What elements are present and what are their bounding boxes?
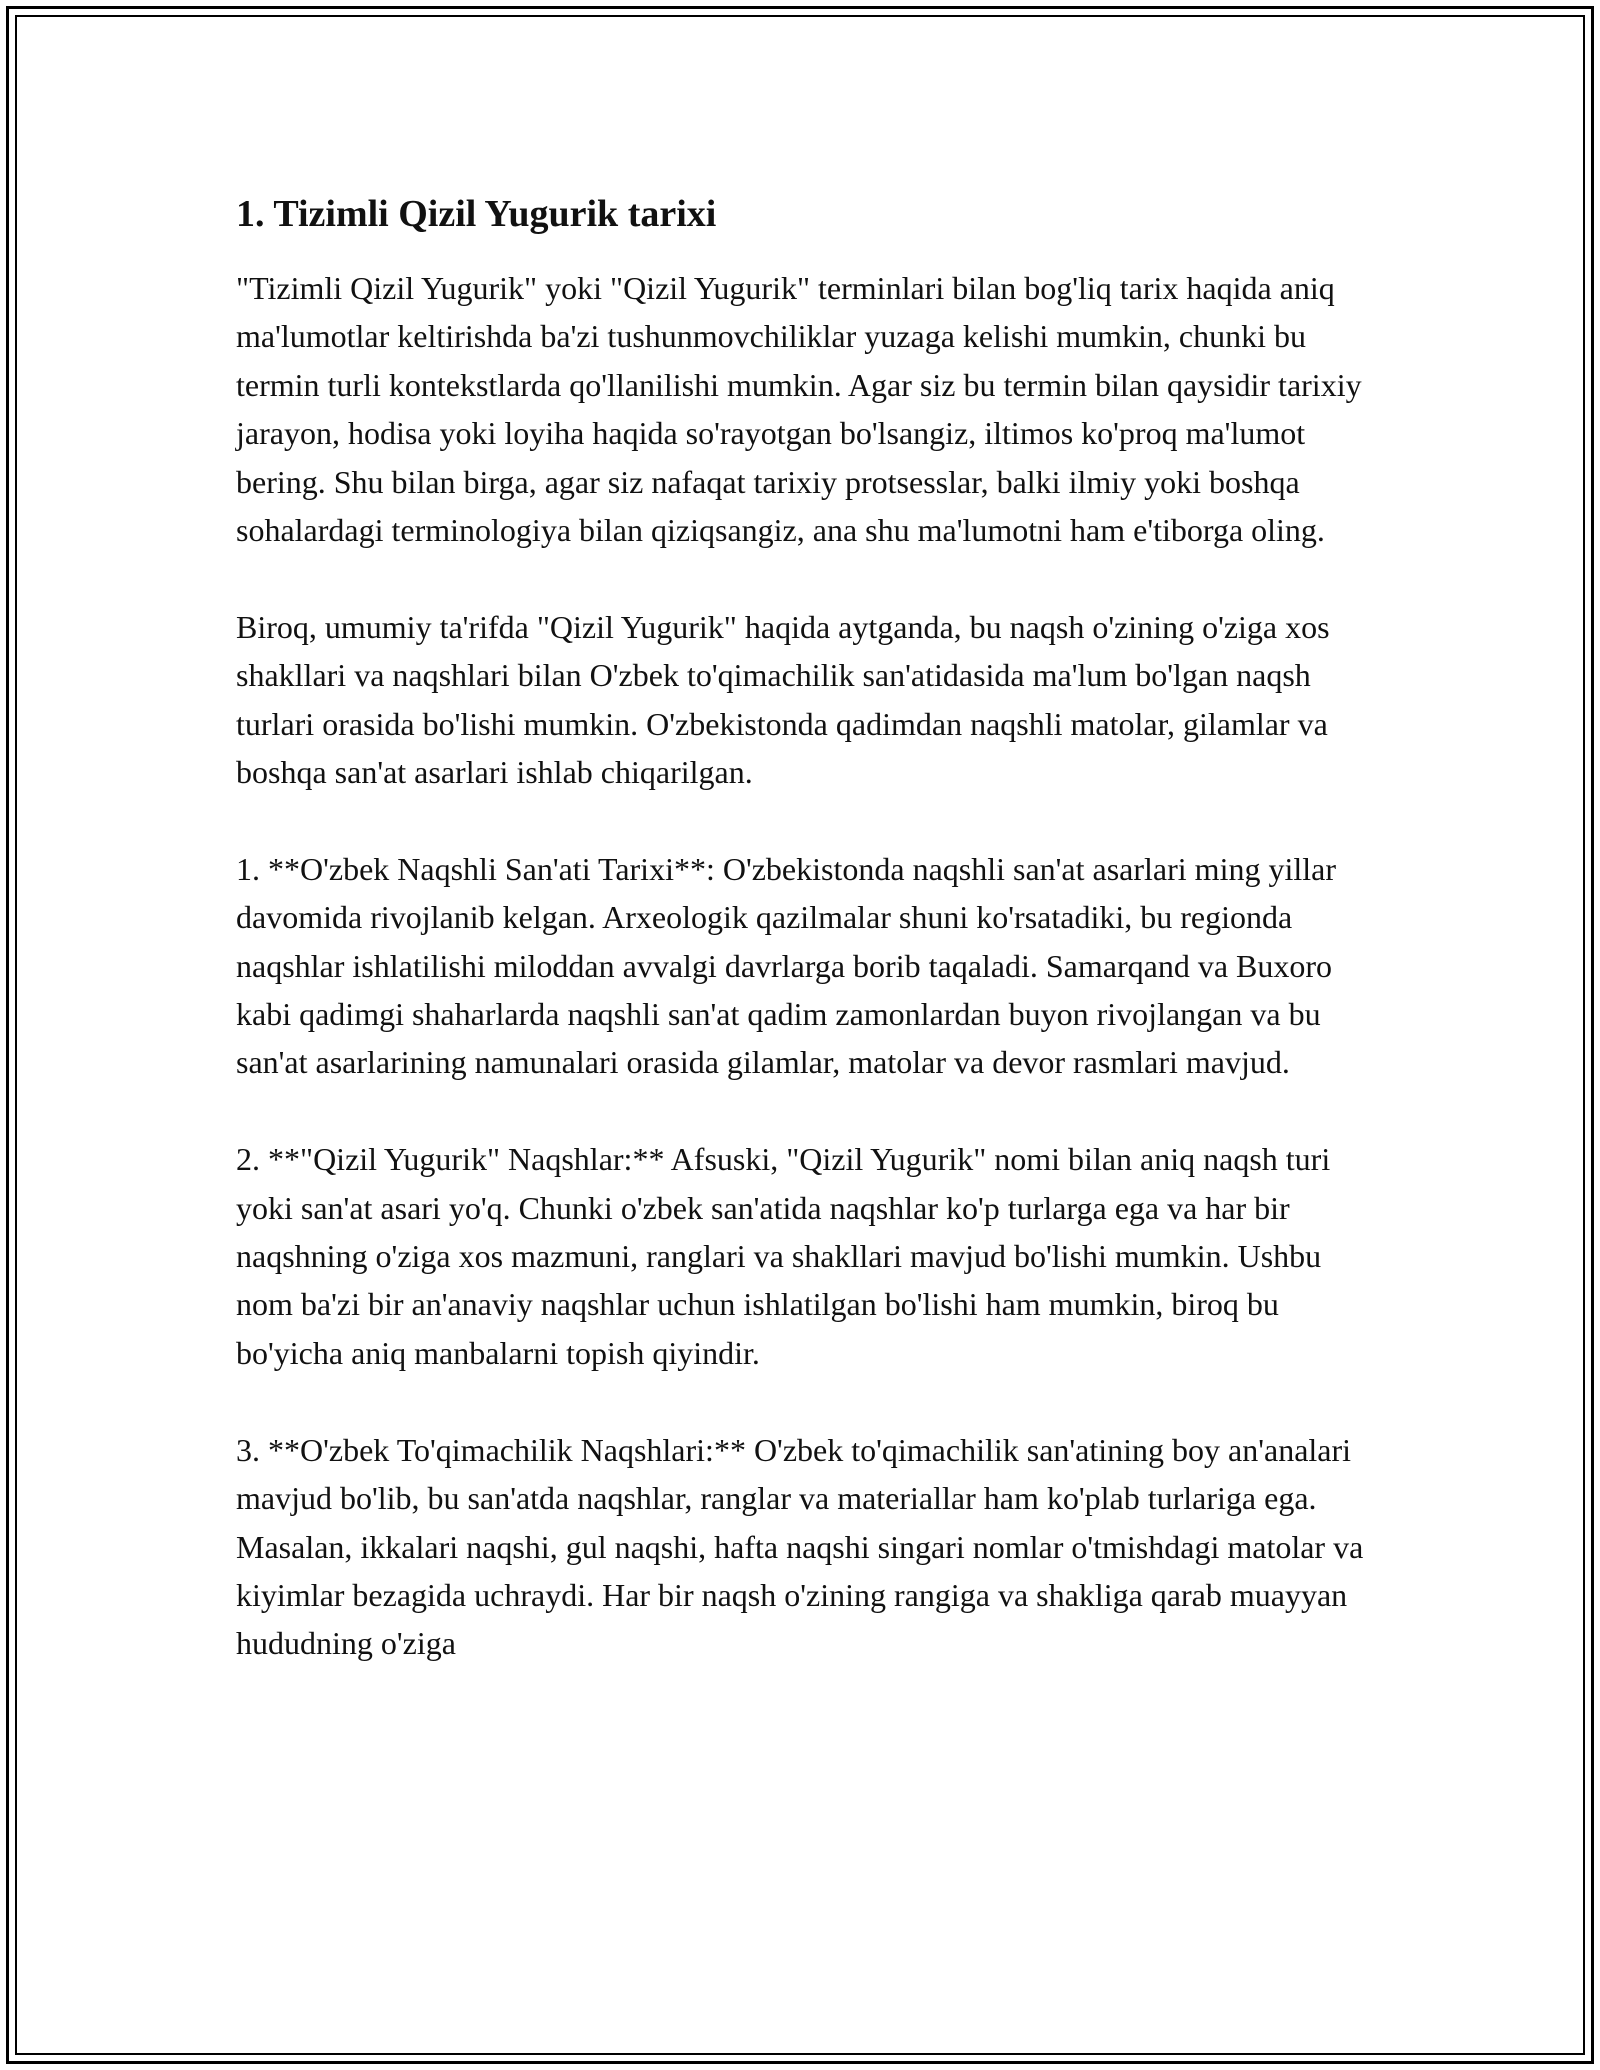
paragraph-point-2: 2. **"Qizil Yugurik" Naqshlar:** Afsuski, "Qizil Yugurik" nomi bilan aniq naqsh turi yoki san'at asari yo'q. Chunki o'zbek san'atida naqshlar ko'p turlarga ega va har bir naqshning o'ziga xos mazmuni, ranglari va shakllari mavjud bo'lishi mumkin. Ushbu nom ba'zi bir an'anaviy naqshlar uchun ishlatilgan bo'lishi ham mumkin, biroq bu bo'yicha aniq manbalarni topish qiyindir. xyxy=(236,1141,1331,1371)
paragraph-point-3: 3. **O'zbek To'qimachilik Naqshlari:** O'zbek to'qimachilik san'atining boy an'analari mavjud bo'lib, bu san'atda naqshlar, ranglar va materiallar ham ko'plab turlariga ega. Masalan, ikkalari naqshi, gul naqshi, hafta naqshi singari nomlar o'tmishdagi matolar va kiyimlar bezagida uchraydi. Har bir naqsh o'zining rangiga va shakliga qarab muayyan hududning o'ziga xyxy=(236,1431,1364,1662)
paragraph-intro: "Tizimli Qizil Yugurik" yoki "Qizil Yugurik" terminlari bilan bog'liq tarix haqida aniq ma'lumotlar keltirishda ba'zi tushunmovchiliklar yuzaga kelishi mumkin, chunki bu termin turli kontekstlarda qo'llanilishi mumkin. Agar siz bu termin bilan qaysidir tarixiy jarayon, hodisa yoki loyiha haqida so'rayotgan bo'lsangiz, iltimos ko'proq ma'lumot bering. Shu bilan birga, agar siz nafaqat tarixiy protsesslar, balki ilmiy yoki boshqa sohalardagi terminologiya bilan qiziqsangiz, ana shu ma'lumotni ham e'tiborga oling. xyxy=(236,270,1362,549)
document-body xyxy=(236,186,1386,1716)
paragraph-general-definition: Biroq, umumiy ta'rifda "Qizil Yugurik" haqida aytganda, bu naqsh o'zining o'ziga xos shakllari va naqshlari bilan O'zbek to'qimachilik san'atidasida ma'lum bo'lgan naqsh turlari orasida bo'lishi mumkin. O'zbekistonda qadimdan naqshli matolar, gilamlar va boshqa san'at asarlari ishlab chiqarilgan. xyxy=(236,608,1330,791)
paragraph-point-1: 1. **O'zbek Naqshli San'ati Tarixi**: O'zbekistonda naqshli san'at asarlari ming yillar davomida rivojlanib kelgan. Arxeologik qazilmalar shuni ko'rsatadiki, bu regionda naqshlar ishlatilishi miloddan avvalgi davrlarga borib taqaladi. Samarqand va Buxoro kabi qadimgi shaharlarda naqshli san'at qadim zamonlardan buyon rivojlangan va bu san'at asarlarining namunalari orasida gilamlar, matolar va devor rasmlari mavjud. xyxy=(236,850,1336,1081)
page-title: 1. Tizimli Qizil Yugurik tarixi xyxy=(236,193,717,235)
